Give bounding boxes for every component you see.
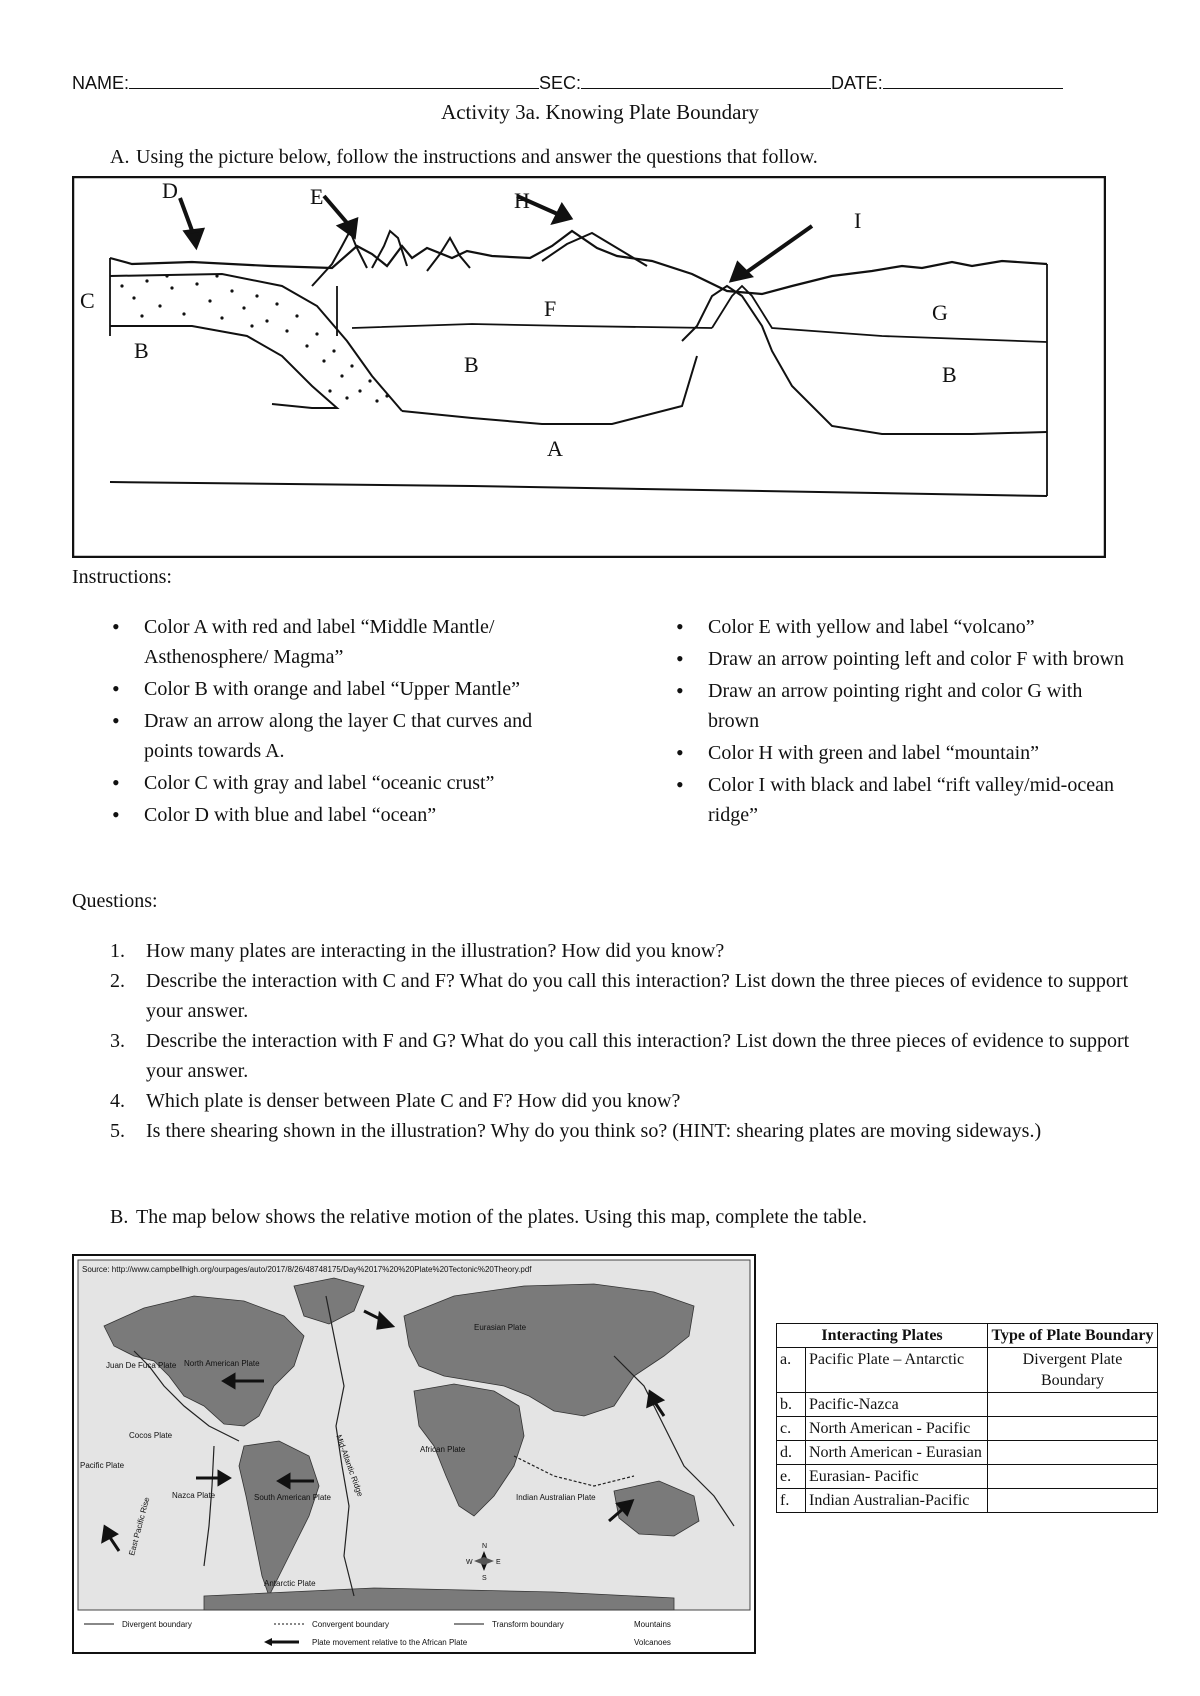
question-text: How many plates are interacting in the illustration? How did you know?: [146, 940, 725, 962]
questions-title: Questions:: [72, 890, 158, 912]
map-legend: [84, 1620, 671, 1647]
section-a-prompt: [110, 146, 818, 169]
map-label-east-pacific-rise: East Pacific Rise: [127, 1496, 152, 1557]
header-interacting-plates: Interacting Plates: [777, 1324, 988, 1348]
instruction-item: • Color B with orange and label “Upper Mantle”: [72, 674, 552, 704]
map-label-african-plate: African Plate: [420, 1445, 466, 1454]
sec-blank[interactable]: [581, 72, 831, 89]
legend-divergent: Divergent boundary: [122, 1620, 192, 1629]
diagram-label-b-3: B: [942, 362, 957, 387]
question-text: Is there shearing shown in the illustration? Why do you think so? (HINT: shearing plates are moving sideways.): [146, 1120, 1042, 1142]
table-row: [777, 1489, 1158, 1513]
map-label-mid-atlantic-ridge: Mid-Atlantic Ridge: [334, 1433, 365, 1498]
diagram-label-d: D: [162, 178, 178, 203]
question-item: [72, 936, 1132, 966]
name-label: NAME:: [72, 73, 130, 93]
section-b-letter: B.: [110, 1206, 129, 1228]
row-plates: Pacific-Nazca: [806, 1393, 988, 1417]
instruction-item: • Color H with green and label “mountain”: [636, 738, 1136, 768]
plate-boundary-table: [776, 1323, 1158, 1513]
svg-text:E: E: [496, 1559, 501, 1566]
instructions-right: [636, 612, 1136, 832]
instruction-item: • Draw an arrow pointing right and color G with brown: [636, 676, 1136, 736]
instruction-item: • Draw an arrow pointing left and color F with brown: [636, 644, 1136, 674]
legend-volcanoes: Volcanoes: [634, 1638, 671, 1647]
diagram-label-a: A: [547, 436, 563, 461]
svg-text:N: N: [482, 1543, 488, 1550]
row-type-answer[interactable]: [988, 1465, 1158, 1489]
row-letter: c.: [777, 1417, 806, 1441]
table-row: [777, 1441, 1158, 1465]
instruction-item: • Color E with yellow and label “volcano”: [636, 612, 1136, 642]
row-plates: Indian Australian-Pacific: [806, 1489, 988, 1513]
map-label-pacific-plate: Pacific Plate: [80, 1461, 125, 1470]
diagram-label-f: F: [544, 296, 557, 321]
plate-map: [72, 1254, 756, 1654]
question-text: Which plate is denser between Plate C and F? How did you know?: [146, 1090, 681, 1112]
row-plates: Pacific Plate – Antarctic: [806, 1348, 988, 1393]
name-blank[interactable]: [129, 72, 539, 89]
page-title: Activity 3a. Knowing Plate Boundary: [441, 100, 759, 124]
row-plates: North American - Eurasian: [806, 1441, 988, 1465]
question-number: 1.: [110, 940, 125, 962]
row-letter: f.: [777, 1489, 806, 1513]
sec-label: SEC:: [539, 73, 582, 93]
map-label-juan-de-fuca-plate: Juan De Fuca Plate: [106, 1361, 177, 1370]
header-line: [72, 72, 1092, 94]
instruction-item: • Draw an arrow along the layer C that curves and points towards A.: [72, 706, 552, 766]
section-b-prompt: [110, 1206, 867, 1229]
world-map-svg: [74, 1256, 754, 1652]
instruction-item: • Color A with red and label “Middle Mantle/ Asthenosphere/ Magma”: [72, 612, 552, 672]
question-text: Describe the interaction with F and G? What do you call this interaction? List down the three pieces of evidence to support your answer.: [146, 1030, 1130, 1082]
slab-dots: [120, 274, 388, 402]
legend-transform: Transform boundary: [492, 1620, 564, 1629]
question-number: 4.: [110, 1090, 125, 1112]
question-item: [72, 966, 1132, 1026]
question-number: 3.: [110, 1030, 125, 1052]
section-b-text: The map below shows the relative motion of the plates. Using this map, complete the table.: [136, 1206, 867, 1228]
instruction-item: • Color D with blue and label “ocean”: [72, 800, 552, 830]
map-label-cocos-plate: Cocos Plate: [129, 1431, 173, 1440]
section-a-text: Using the picture below, follow the instructions and answer the questions that follow.: [136, 146, 818, 168]
legend-mountains: Mountains: [634, 1620, 671, 1629]
row-plates: North American - Pacific: [806, 1417, 988, 1441]
question-number: 5.: [110, 1120, 125, 1142]
diagram-label-b-2: B: [464, 352, 479, 377]
svg-text:S: S: [482, 1575, 487, 1582]
diagram-label-b-1: B: [134, 338, 149, 363]
diagram-label-e: E: [310, 184, 324, 209]
question-text: Describe the interaction with C and F? What do you call this interaction? List down the three pieces of evidence to support your answer.: [146, 970, 1129, 1022]
row-letter: d.: [777, 1441, 806, 1465]
table-row: [777, 1393, 1158, 1417]
row-letter: e.: [777, 1465, 806, 1489]
table-row: [777, 1417, 1158, 1441]
plate-boundary-diagram: [72, 176, 1106, 558]
row-letter: a.: [777, 1348, 806, 1393]
diagram-label-g: G: [932, 300, 948, 325]
instructions-title: Instructions:: [72, 566, 172, 588]
row-type-answer[interactable]: [988, 1489, 1158, 1513]
table-row: [777, 1465, 1158, 1489]
map-label-antarctic-plate: Antarctic Plate: [264, 1579, 316, 1588]
section-a-letter: A.: [110, 146, 130, 168]
map-label-eurasian-plate: Eurasian Plate: [474, 1323, 527, 1332]
diagram-label-c: C: [80, 288, 95, 313]
map-label-nazca-plate: Nazca Plate: [172, 1491, 216, 1500]
row-type-answer[interactable]: [988, 1441, 1158, 1465]
map-label-indian-australian-plate: Indian Australian Plate: [516, 1493, 596, 1502]
header-type-of-boundary: Type of Plate Boundary: [988, 1324, 1158, 1348]
row-type-answer[interactable]: Divergent Plate Boundary: [988, 1348, 1158, 1393]
table-header-row: [777, 1324, 1158, 1348]
row-plates: Eurasian- Pacific: [806, 1465, 988, 1489]
date-blank[interactable]: [883, 72, 1063, 89]
question-item: [72, 1116, 1132, 1146]
map-label-south-american-plate: South American Plate: [254, 1493, 331, 1502]
table-row: [777, 1348, 1158, 1393]
questions-list: [72, 936, 1132, 1146]
legend-movement: Plate movement relative to the African Plate: [312, 1638, 468, 1647]
question-item: [72, 1086, 1132, 1116]
row-letter: b.: [777, 1393, 806, 1417]
instruction-item: • Color I with black and label “rift valley/mid-ocean ridge”: [636, 770, 1136, 830]
instructions-left: [72, 612, 552, 832]
map-label-north-american-plate: North American Plate: [184, 1359, 260, 1368]
svg-text:W: W: [466, 1559, 473, 1566]
instruction-item: • Color C with gray and label “oceanic crust”: [72, 768, 552, 798]
diagram-label-h: H: [514, 188, 530, 213]
question-item: [72, 1026, 1132, 1086]
map-source: Source: http://www.campbellhigh.org/ourpages/auto/2017/8/26/48748175/Day%2017%20%20Plate%20Tectonic%20Theory.pdf: [82, 1265, 532, 1274]
row-type-answer[interactable]: [988, 1417, 1158, 1441]
question-number: 2.: [110, 970, 125, 992]
date-label: DATE:: [831, 73, 883, 93]
legend-convergent: Convergent boundary: [312, 1620, 389, 1629]
row-type-answer[interactable]: [988, 1393, 1158, 1417]
diagram-label-i: I: [854, 208, 862, 233]
